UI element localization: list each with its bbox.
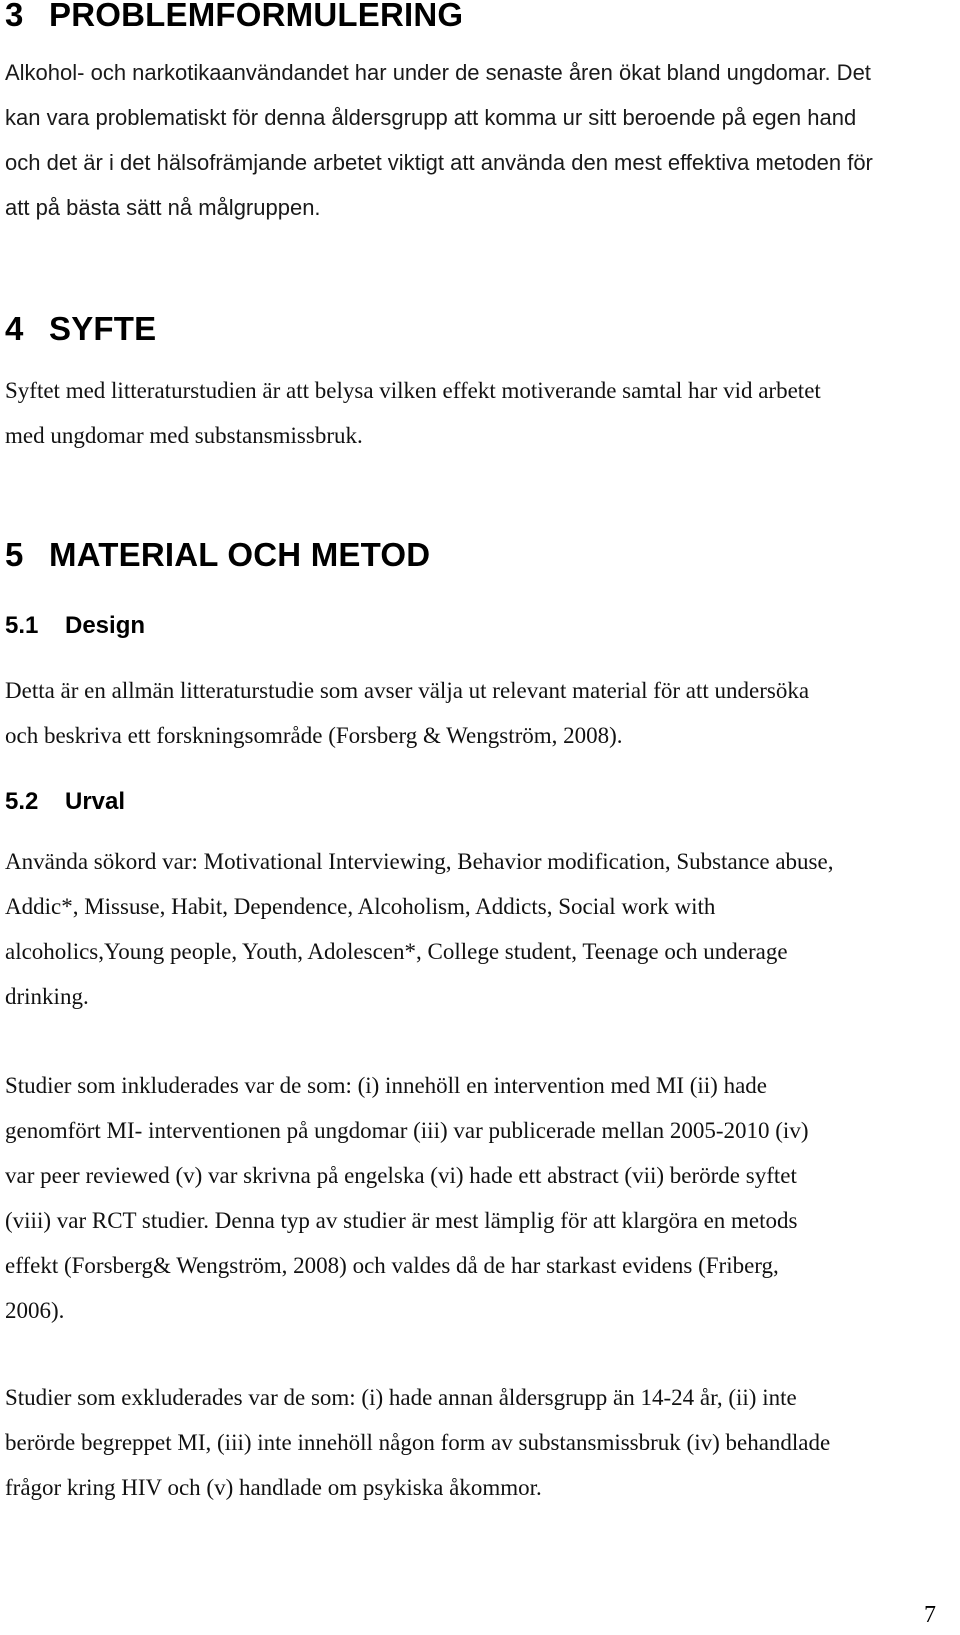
- urval-search-terms-paragraph: [5, 839, 950, 1019]
- heading-syfte: [5, 310, 156, 348]
- paragraph-line: Använda sökord var: Motivational Interviewing, Behavior modification, Substance abuse,: [5, 849, 834, 874]
- heading-design: [5, 612, 145, 640]
- heading-number: 3: [5, 0, 24, 33]
- heading-title: Design: [65, 612, 146, 639]
- syfte-paragraph: [5, 368, 950, 458]
- paragraph-line: Addic*, Missuse, Habit, Dependence, Alcoholism, Addicts, Social work with: [5, 894, 716, 919]
- paragraph-line: berörde begreppet MI, (iii) inte innehöll någon form av substansmissbruk (iv) behandlade: [5, 1430, 831, 1455]
- heading-material-och-metod: [5, 536, 430, 574]
- heading-title: Urval: [65, 788, 126, 815]
- problemformulering-paragraph: [5, 50, 950, 230]
- paragraph-line: och det är i det hälsofrämjande arbetet viktigt att använda den mest effektiva metoden för: [5, 150, 873, 175]
- heading-number: 5.2: [5, 788, 39, 815]
- urval-inclusion-paragraph: [5, 1063, 950, 1333]
- heading-title: PROBLEMFORMULERING: [49, 0, 464, 33]
- paragraph-line: effekt (Forsberg& Wengström, 2008) och valdes då de har starkast evidens (Friberg,: [5, 1253, 779, 1278]
- heading-problemformulering: [5, 0, 463, 34]
- heading-urval: [5, 788, 125, 816]
- paragraph-line: Studier som exkluderades var de som: (i) hade annan åldersgrupp än 14-24 år, (ii) inte: [5, 1385, 797, 1410]
- paragraph-line: drinking.: [5, 984, 89, 1009]
- page-number: 7: [924, 1602, 936, 1628]
- heading-number: 4: [5, 310, 24, 347]
- paragraph-line: alcoholics,Young people, Youth, Adolescen*, College student, Teenage och underage: [5, 939, 788, 964]
- urval-exclusion-paragraph: [5, 1375, 950, 1510]
- paragraph-line: Syftet med litteraturstudien är att belysa vilken effekt motiverande samtal har vid arbetet: [5, 378, 821, 403]
- paragraph-line: genomfört MI- interventionen på ungdomar (iii) var publicerade mellan 2005-2010 (iv): [5, 1118, 809, 1143]
- paragraph-line: Alkohol- och narkotikaanvändandet har under de senaste åren ökat bland ungdomar. Det: [5, 60, 871, 85]
- paragraph-line: Detta är en allmän litteraturstudie som avser välja ut relevant material för att undersöka: [5, 678, 810, 703]
- paragraph-line: var peer reviewed (v) var skrivna på engelska (vi) hade ett abstract (vii) berörde syftet: [5, 1163, 797, 1188]
- design-paragraph: [5, 668, 950, 758]
- paragraph-line: att på bästa sätt nå målgruppen.: [5, 195, 321, 220]
- paragraph-line: med ungdomar med substansmissbruk.: [5, 423, 363, 448]
- paragraph-line: Studier som inkluderades var de som: (i) innehöll en intervention med MI (ii) hade: [5, 1073, 768, 1098]
- heading-number: 5: [5, 536, 24, 573]
- heading-title: SYFTE: [49, 310, 157, 347]
- paragraph-line: (viii) var RCT studier. Denna typ av studier är mest lämplig för att klargöra en metods: [5, 1208, 798, 1233]
- paragraph-line: och beskriva ett forskningsområde (Forsberg & Wengström, 2008).: [5, 723, 623, 748]
- heading-number: 5.1: [5, 612, 39, 639]
- paragraph-line: frågor kring HIV och (v) handlade om psykiska åkommor.: [5, 1475, 542, 1500]
- paragraph-line: 2006).: [5, 1298, 65, 1323]
- paragraph-line: kan vara problematiskt för denna åldersgrupp att komma ur sitt beroende på egen hand: [5, 105, 857, 130]
- heading-title: MATERIAL OCH METOD: [49, 536, 431, 573]
